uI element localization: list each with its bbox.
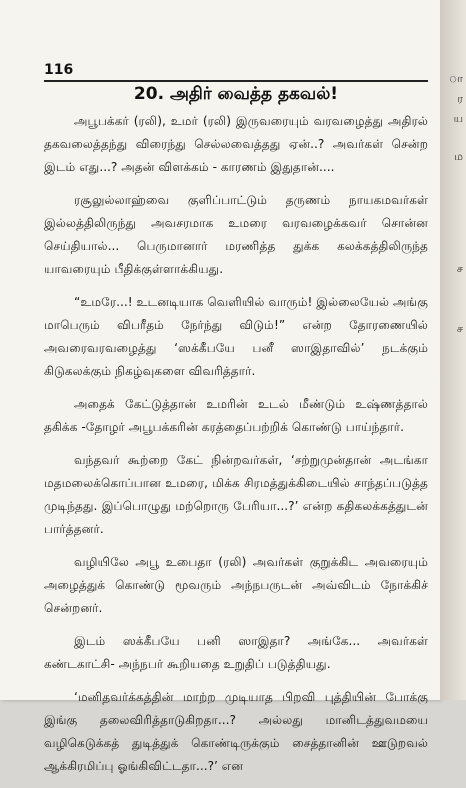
next-page-edge <box>440 0 466 700</box>
margin-glyph: ர <box>457 92 463 105</box>
header-rule <box>44 80 428 82</box>
margin-glyph: ய <box>453 112 463 125</box>
margin-glyph: ச <box>456 322 463 335</box>
margin-glyph: ம <box>454 150 463 163</box>
paragraph: வந்தவர் கூற்றை கேட் நின்றவர்கள், ‘சற்றுமுன்தான் அடங்கா மதமலைக்கொப்பான உமரை, மிக்க சிரமத்துக்கிடையில் சாந்தப்படுத்த முடிந்தது. இப்பொழுது மற்றொரு பேரியா...?’ என்ற கதிகலக்கத்துடன் பார்த்தனர். <box>44 453 428 536</box>
chapter-title: 20. அதிர் வைத்த தகவல்! <box>133 84 339 104</box>
margin-glyph: ச <box>456 262 463 275</box>
margin-glyph: ா <box>448 72 463 85</box>
paragraph: வழியிலே அபூ உபைதா (ரலி) அவர்கள் குறுக்கிட அவரையும் அழைத்துக் கொண்டு மூவரும் அந்நபருடன் அவ்விடம் நோக்கிச் சென்றனர். <box>44 555 428 615</box>
paragraph: இடம் ஸக்கீபயே பனி ஸாஇதா? அங்கே... அவர்கள் கண்டகாட்சி- அந்நபர் கூறியதை உறுதிப் படுத்தியது. <box>44 634 428 671</box>
paragraph: ‘மனிதவர்க்கத்தின் மாற்ற முடியாத பிறவி புத்தியின் போக்கு இங்கு தலைவிரித்தாடுகிறதா...? அல்லது மானிடத்துவமயை வழிகெடுக்கத் துடித்துக் கொண்டிருக்கும் சைத்தானின் ஊடுறவல் ஆக்கிரமிப்பு ஓங்கிவிட்டதா...?’ என <box>44 690 428 773</box>
paragraph: “உமரே...! உடனடியாக வெளியில் வாரும்! இல்லையேல் அங்கு மாபெரும் விபரீதம் நேர்ந்து விடும்!” என்ற தோரணையில் அவரைவரவழைத்து ‘ஸக்கீபயே பனீ ஸாஇதாவில்’ நடக்கும் கிடுகலக்கும் நிகழ்வுகளை விவரித்தார். <box>44 295 428 378</box>
paragraph: அதைக் கேட்டுத்தான் உமரின் உடல் மீண்டும் உஷ்ணத்தால் தகிக்க -தோழர் அபூபக்கரின் கரத்தைப்பற்றிக் கொண்டு பாய்ந்தார். <box>44 397 428 434</box>
body-text <box>44 110 428 788</box>
paragraph: ரசூலுல்லாஹ்வை குளிப்பாட்டும் தருணம் நாயகமவர்கள் இல்லத்திலிருந்து அவசரமாக உமரை வரவழைக்கவர் சொன்ன செய்தியால்... பெருமானார் மரணித்த துக்க கலக்கத்திலிருந்த யாவரையும் பீதிக்குள்ளாக்கியது. <box>44 193 428 276</box>
paragraph: அபூபக்கர் (ரலி), உமர் (ரலி) இருவரையும் வரவழைத்து அதிரல் தகவலைத்தந்து விரைந்து செல்லவைத்தது ஏன்..? அவர்கள் சென்ற இடம் எது...? அதன் விளக்கம் - காரணம் இதுதான்.... <box>44 114 428 174</box>
page-number: 116 <box>44 62 74 78</box>
